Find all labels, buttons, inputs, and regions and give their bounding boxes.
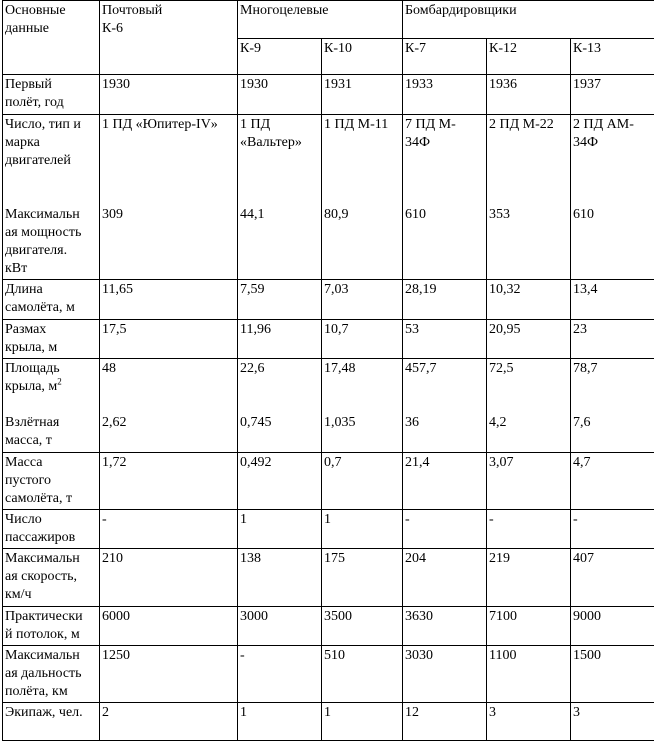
table-row (3, 115, 654, 280)
table-cell: 175 (322, 549, 403, 607)
table-cell: 48 2,62 (100, 359, 238, 453)
header-bombers: Бомбардировщики (403, 1, 654, 39)
table-cell: 1 ПД «Юпитер-IV» 309 (100, 115, 238, 280)
table-cell: 28,19 (403, 280, 487, 320)
table-cell: 210 (100, 549, 238, 607)
table-cell: 1100 (487, 646, 571, 703)
row-label: Максимальн ая скорость, км/ч (3, 549, 100, 607)
subheader-k10: К-10 (322, 39, 403, 75)
table-cell: 1250 (100, 646, 238, 703)
table-row (3, 359, 654, 453)
table-cell: 407 (571, 549, 654, 607)
table-row (3, 510, 654, 549)
subheader-k12: К-12 (487, 39, 571, 75)
table-cell: 1 (238, 703, 322, 741)
table-cell: 13,4 (571, 280, 654, 320)
table-cell: 72,5 4,2 (487, 359, 571, 453)
superscript: 2 (57, 376, 62, 386)
table-cell: 7,03 (322, 280, 403, 320)
table-cell: 20,95 (487, 320, 571, 359)
table-cell: 7 ПД М- 34Ф 610 (403, 115, 487, 280)
table-cell: 3 (571, 703, 654, 741)
table-cell: 22,6 0,745 (238, 359, 322, 453)
table-cell: 0,492 (238, 453, 322, 510)
table-cell: 1500 (571, 646, 654, 703)
table-row (3, 607, 654, 646)
table-cell: 53 (403, 320, 487, 359)
table-cell: 1 ПД «Вальтер» 44,1 (238, 115, 322, 280)
table-cell: 1 (322, 510, 403, 549)
table-cell: 3500 (322, 607, 403, 646)
table-cell: 1930 (100, 75, 238, 115)
aircraft-specs-table (2, 0, 654, 741)
table-cell: 138 (238, 549, 322, 607)
table-cell: 11,96 (238, 320, 322, 359)
table-header-row (3, 1, 654, 39)
table-cell: 1936 (487, 75, 571, 115)
table-row (3, 646, 654, 703)
table-row (3, 453, 654, 510)
table-cell: 219 (487, 549, 571, 607)
table-cell: 9000 (571, 607, 654, 646)
table-cell: 12 (403, 703, 487, 741)
subheader-k13: К-13 (571, 39, 654, 75)
table-cell: - (487, 510, 571, 549)
row-label: Масса пустого самолёта, т (3, 453, 100, 510)
table-cell: 3630 (403, 607, 487, 646)
row-label (3, 359, 100, 453)
table-cell: 1,72 (100, 453, 238, 510)
header-mail: Почтовый К-6 (100, 1, 238, 75)
row-label: Размах крыла, м (3, 320, 100, 359)
table-cell: - (100, 510, 238, 549)
table-cell: 21,4 (403, 453, 487, 510)
table-row (3, 320, 654, 359)
table-cell: 2 ПД М-22 353 (487, 115, 571, 280)
table-cell: 6000 (100, 607, 238, 646)
row-label-main: Площадь крыла, м (5, 361, 60, 394)
table-cell: 3,07 (487, 453, 571, 510)
table-cell: 1 (322, 703, 403, 741)
table-cell: 7,59 (238, 280, 322, 320)
row-label-rest: Взлётная масса, т (5, 415, 59, 448)
header-multipurpose: Многоцелевые (238, 1, 403, 39)
table-cell: - (403, 510, 487, 549)
table-cell: 1933 (403, 75, 487, 115)
table-cell: 17,48 1,035 (322, 359, 403, 453)
table-cell: 23 (571, 320, 654, 359)
table-cell: 11,65 (100, 280, 238, 320)
table-cell: 457,7 36 (403, 359, 487, 453)
table-cell: 1931 (322, 75, 403, 115)
table-row (3, 75, 654, 115)
table-cell: 204 (403, 549, 487, 607)
row-label: Максимальн ая дальность полёта, км (3, 646, 100, 703)
table-cell: 0,7 (322, 453, 403, 510)
table-cell: 17,5 (100, 320, 238, 359)
table-cell: 1 (238, 510, 322, 549)
subheader-k7: К-7 (403, 39, 487, 75)
table-cell: 4,7 (571, 453, 654, 510)
table-cell: 1937 (571, 75, 654, 115)
table-cell: 1 ПД М-11 80,9 (322, 115, 403, 280)
table-cell: 3030 (403, 646, 487, 703)
table-row (3, 280, 654, 320)
table-row (3, 549, 654, 607)
table-cell: - (238, 646, 322, 703)
table-cell: 3 (487, 703, 571, 741)
table-cell: - (571, 510, 654, 549)
table-cell: 2 (100, 703, 238, 741)
corner-header: Основные данные (3, 1, 100, 75)
table-cell: 10,32 (487, 280, 571, 320)
table-cell: 7100 (487, 607, 571, 646)
table-cell: 78,7 7,6 (571, 359, 654, 453)
row-label: Длина самолёта, м (3, 280, 100, 320)
table-cell: 1930 (238, 75, 322, 115)
table-cell: 3000 (238, 607, 322, 646)
table-cell: 2 ПД АМ- 34Ф 610 (571, 115, 654, 280)
row-label: Число, тип и марка двигателей Максимальн ая мощность двигателя. кВт (3, 115, 100, 280)
table-cell: 10,7 (322, 320, 403, 359)
row-label: Первый полёт, год (3, 75, 100, 115)
subheader-k9: К-9 (238, 39, 322, 75)
table-cell: 510 (322, 646, 403, 703)
table-row (3, 703, 654, 741)
row-label: Экипаж, чел. (3, 703, 100, 741)
row-label: Число пассажиров (3, 510, 100, 549)
row-label: Практически й потолок, м (3, 607, 100, 646)
